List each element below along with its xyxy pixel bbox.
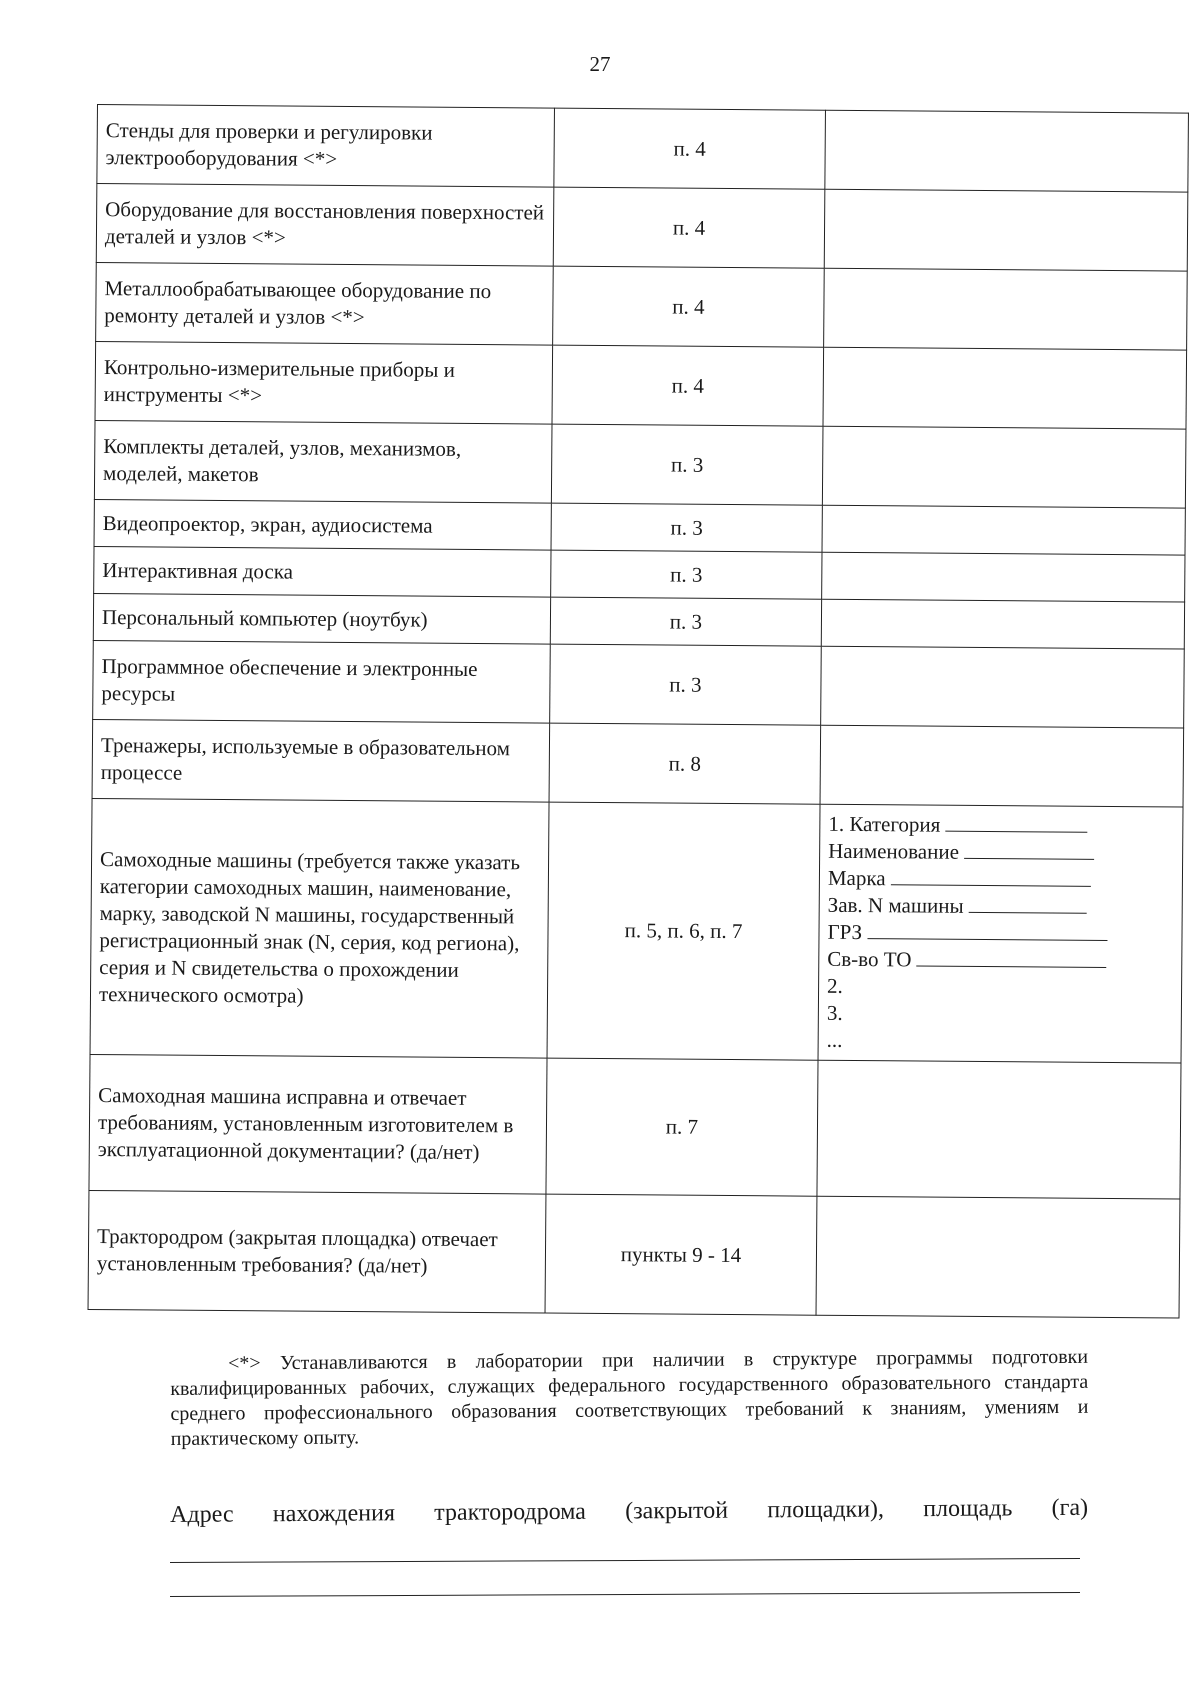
row-value-cell	[820, 725, 1184, 807]
row-value-cell	[824, 189, 1188, 271]
row-ref-cell: п. 3	[551, 503, 822, 552]
table-row	[90, 798, 1183, 1063]
row-ref-cell: п. 4	[553, 187, 825, 268]
row-name-cell: Стенды для проверки и регулировки электрооборудования <*>	[97, 105, 555, 188]
row-name-cell: Трактородром (закрытая площадка) отвечает установленным требования? (да/нет)	[88, 1190, 546, 1313]
row-name-cell: Тренажеры, используемые в образовательном процессе	[92, 719, 550, 802]
name-blank	[964, 840, 1094, 860]
table-row	[95, 341, 1187, 429]
table-row	[89, 1054, 1181, 1199]
row-name-cell: Металлообрабатывающее оборудование по ремонту деталей и узлов <*>	[96, 262, 554, 345]
brand-blank	[891, 866, 1091, 887]
table-row	[97, 105, 1189, 193]
row-name-cell: Самоходная машина исправна и отвечает требованиям, установленным изготовителем в эксплуатационной документации? (да/нет)	[89, 1054, 547, 1194]
address-label: Адрес нахождения трактородрома (закрытой площадки), площадь (га)	[170, 1494, 1089, 1528]
row-value-cell	[822, 426, 1186, 508]
table-row	[92, 719, 1184, 807]
row-name-cell: Оборудование для восстановления поверхностей деталей и узлов <*>	[96, 184, 554, 267]
row-name-cell: Интерактивная доска	[94, 546, 551, 597]
brand-field	[828, 865, 1174, 895]
equipment-table	[88, 104, 1189, 1319]
table-row	[96, 262, 1188, 350]
cert-label: Св-во ТО	[827, 946, 912, 972]
category-field	[828, 811, 1174, 841]
table-row	[93, 640, 1185, 728]
row-ref-cell: п. 4	[552, 345, 824, 426]
row-value-cell	[823, 347, 1187, 429]
row-name-cell: Комплекты деталей, узлов, механизмов, моделей, макетов	[94, 420, 552, 503]
row-ref-cell: пункты 9 - 14	[545, 1194, 817, 1315]
row-value-cell	[822, 505, 1185, 555]
row-ref-cell: п. 5, п. 6, п. 7	[547, 802, 820, 1060]
row-value-cell	[816, 1196, 1180, 1318]
equipment-table-wrapper	[88, 104, 1137, 1318]
table-row	[93, 593, 1184, 649]
row-ref-cell: п. 7	[546, 1058, 818, 1196]
name-label: Наименование	[828, 838, 960, 864]
table-row	[94, 499, 1185, 555]
address-blank-line-1	[170, 1558, 1080, 1563]
row-ref-cell: п. 3	[551, 550, 822, 599]
page-number: 27	[589, 52, 611, 76]
row-value-cell	[822, 552, 1185, 602]
serial-field	[828, 892, 1174, 922]
serial-label: Зав. N машины	[827, 892, 964, 918]
row-name-cell: Персональный компьютер (ноутбук)	[93, 593, 550, 644]
row-value-cell	[817, 1060, 1181, 1199]
row-ref-cell: п. 3	[550, 597, 821, 646]
item-2: 2.	[827, 973, 843, 998]
row-value-cell	[821, 646, 1185, 728]
row-ref-cell: п. 4	[554, 108, 826, 189]
item-3: 3.	[826, 1000, 843, 1025]
row-name-cell: Контрольно-измерительные приборы и инструменты <*>	[95, 341, 553, 424]
row-ref-cell: п. 4	[553, 266, 825, 347]
category-label: 1. Категория	[828, 811, 941, 837]
category-blank	[946, 813, 1088, 833]
row-ref-cell: п. 3	[551, 424, 823, 505]
row-value-cell	[821, 599, 1184, 649]
row-ref-cell: п. 3	[550, 644, 822, 725]
table-row	[96, 184, 1188, 272]
machine-fields-cell	[818, 804, 1183, 1063]
name-field	[828, 838, 1174, 868]
item-ellipsis: ...	[826, 1027, 843, 1052]
row-name-cell: Самоходные машины (требуется также указать категории самоходных машин, наименование, марку, заводской N машины, государственный регистрационный знак (N, серия, код региона), серия и N свидетельства о прохождении технического осмотра)	[90, 798, 549, 1058]
plate-label: ГРЗ	[827, 919, 863, 945]
cert-field	[827, 946, 1173, 976]
footnote: <*> Устанавливаются в лаборатории при наличии в структуре программы подготовки квалифицированных рабочих, служащих федерального государственного образовательного стандарта среднего профессионального образования соответствующих требований к знаниям, умениям и практическому опыту.	[170, 1345, 1089, 1450]
plate-blank	[867, 920, 1107, 941]
brand-label: Марка	[827, 865, 886, 891]
table-row	[88, 1190, 1180, 1318]
serial-blank	[969, 894, 1087, 914]
row-ref-cell: п. 8	[549, 723, 821, 804]
row-value-cell	[824, 268, 1188, 350]
address-blank-line-2	[170, 1592, 1080, 1597]
row-name-cell: Видеопроектор, экран, аудиосистема	[94, 499, 551, 550]
table-row	[94, 420, 1186, 508]
cert-blank	[917, 947, 1107, 967]
row-value-cell	[825, 110, 1189, 192]
row-name-cell: Программное обеспечение и электронные ресурсы	[93, 640, 551, 723]
table-row	[94, 546, 1185, 602]
plate-field	[827, 919, 1173, 949]
